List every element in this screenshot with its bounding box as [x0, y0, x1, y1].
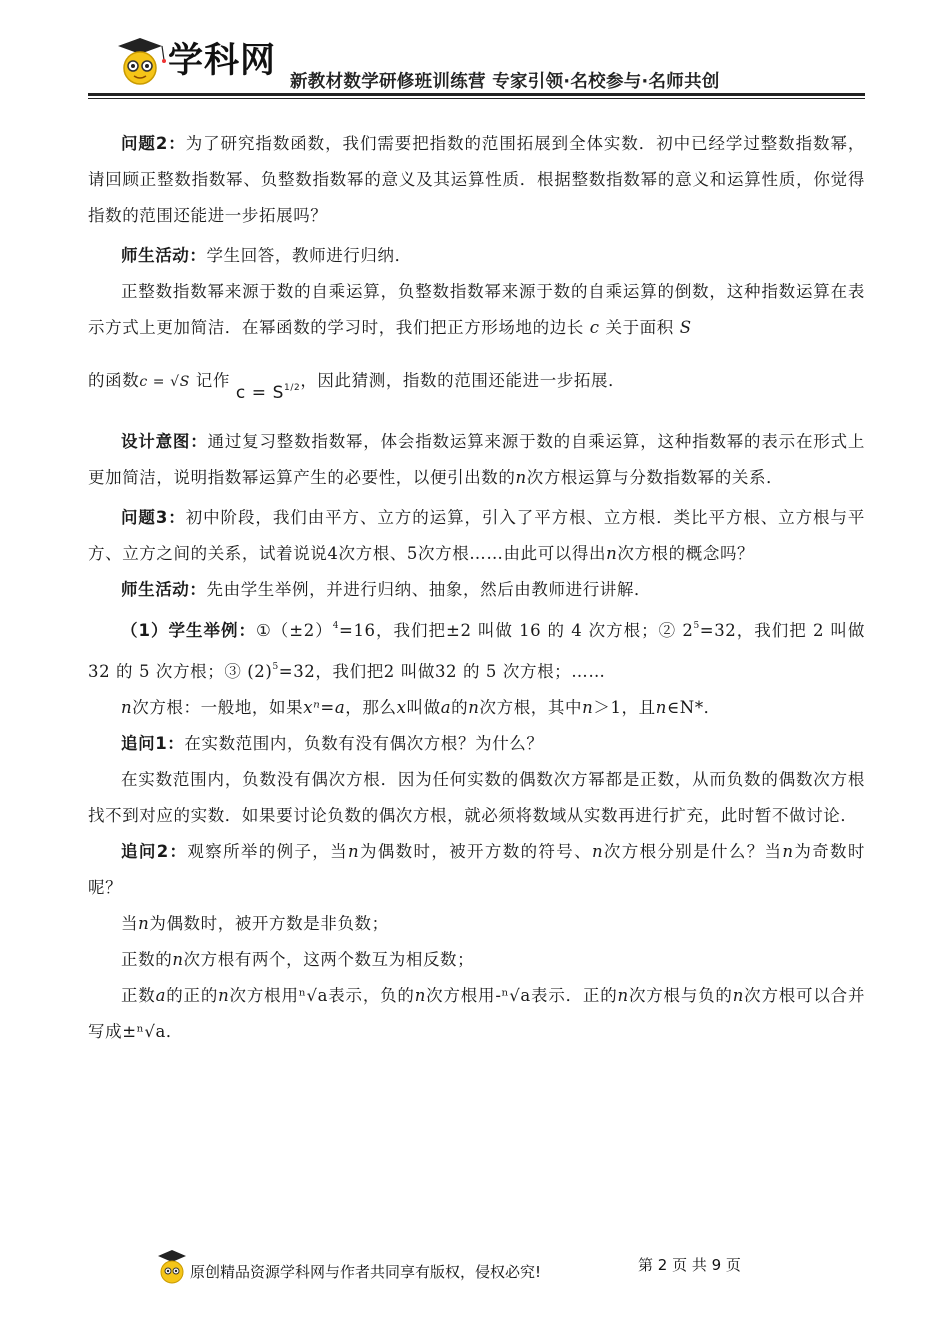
formula-root: c = √S: [139, 374, 190, 390]
even-case: 当n为偶数时，被开方数是非负数；: [121, 914, 389, 933]
paragraph-formula: 的函数c = √S 记作 $c = S^{1/2}$，因此猜测，指数的范围还能进一步拓展．: [88, 371, 626, 403]
document-body: [88, 126, 865, 1050]
mascot-icon: [154, 1248, 190, 1288]
paragraph-intro: 正整数指数幂来源于数的自乘运算，负整数指数幂来源于数的自乘运算的倒数，这种指数运算在表示方式上更加简洁．在幂函数的学习时，我们把正方形场地的边长 c 关于面积 S: [88, 282, 865, 337]
activity-1: 师生活动：学生回答，教师进行归纳．: [121, 246, 412, 265]
header-slogan: 新教材数学研修班训练营 专家引领·名校参与·名师共创: [290, 72, 720, 92]
header-rule: [88, 93, 865, 96]
mascot-icon: [110, 34, 170, 94]
nth-root-definition: n次方根：一般地，如果xⁿ=a，那么x叫做a的n次方根，其中n＞1，且n∈N*．: [121, 698, 721, 717]
question-2: 问题2：为了研究指数函数，我们需要把指数的范围拓展到全体实数．初中已经学过整数指数幂，请回顾正整数指数幂、负整数指数幂的意义及其运算性质．根据整数指数幂的意义和运算性质，你觉得指数的范围还能进一步拓展吗？: [88, 134, 865, 225]
page-header: [90, 34, 864, 100]
follow-up-1: 追问1：在实数范围内，负数有没有偶次方根？为什么？: [121, 734, 544, 753]
header-rule-thin: [88, 98, 865, 99]
activity-2: 师生活动：先由学生举例，并进行归纳、抽象，然后由教师进行讲解．: [121, 580, 652, 599]
logo-text: 学科网: [168, 41, 277, 81]
root-representation: 正数a的正的n次方根用ⁿ√a表示，负的n次方根用-ⁿ√a表示．正的n次方根与负的n次方根可以合并写成±ⁿ√a．: [88, 986, 866, 1041]
formula-power: $c = S^{1/2}$: [235, 383, 301, 403]
logo: [110, 34, 280, 94]
positive-roots: 正数的n次方根有两个，这两个数互为相反数；: [121, 950, 475, 969]
student-examples: （1）学生举例：$①(\pm 2)^4=16$，我们把±2 叫做 16 的 4 次方根；② $2^5=32$，我们把 2 叫做 32 的 5 次方根；③ $(2)^5=32$，我们把2 叫做32 的 5 次方根；……: [88, 621, 865, 681]
follow-up-1-answer: 在实数范围内，负数没有偶次方根．因为任何实数的偶数次方幂都是正数，从而负数的偶数次方根找不到对应的实数．如果要讨论负数的偶次方根，就必须将数域从实数再进行扩充，此时暂不做讨论．: [88, 770, 865, 825]
question-3: 问题3：初中阶段，我们由平方、立方的运算，引入了平方根、立方根．类比平方根、立方根与平方、立方之间的关系，试着说说4次方根、5次方根……由此可以得出n次方根的概念吗？: [88, 508, 865, 563]
page-number: 第 2 页 共 9 页: [638, 1256, 741, 1274]
page-footer: [150, 1244, 770, 1288]
copyright-notice: 原创精品资源学科网与作者共同享有版权，侵权必究!: [190, 1263, 542, 1281]
design-intent: 设计意图：通过复习整数指数幂，体会指数运算来源于数的自乘运算，这种指数幂的表示在形式上更加简洁，说明指数幂运算产生的必要性，以便引出数的n次方根运算与分数指数幂的关系．: [88, 432, 865, 487]
follow-up-2: 追问2：观察所举的例子，当n为偶数时，被开方数的符号、n次方根分别是什么？当n为奇数时呢？: [88, 842, 866, 897]
